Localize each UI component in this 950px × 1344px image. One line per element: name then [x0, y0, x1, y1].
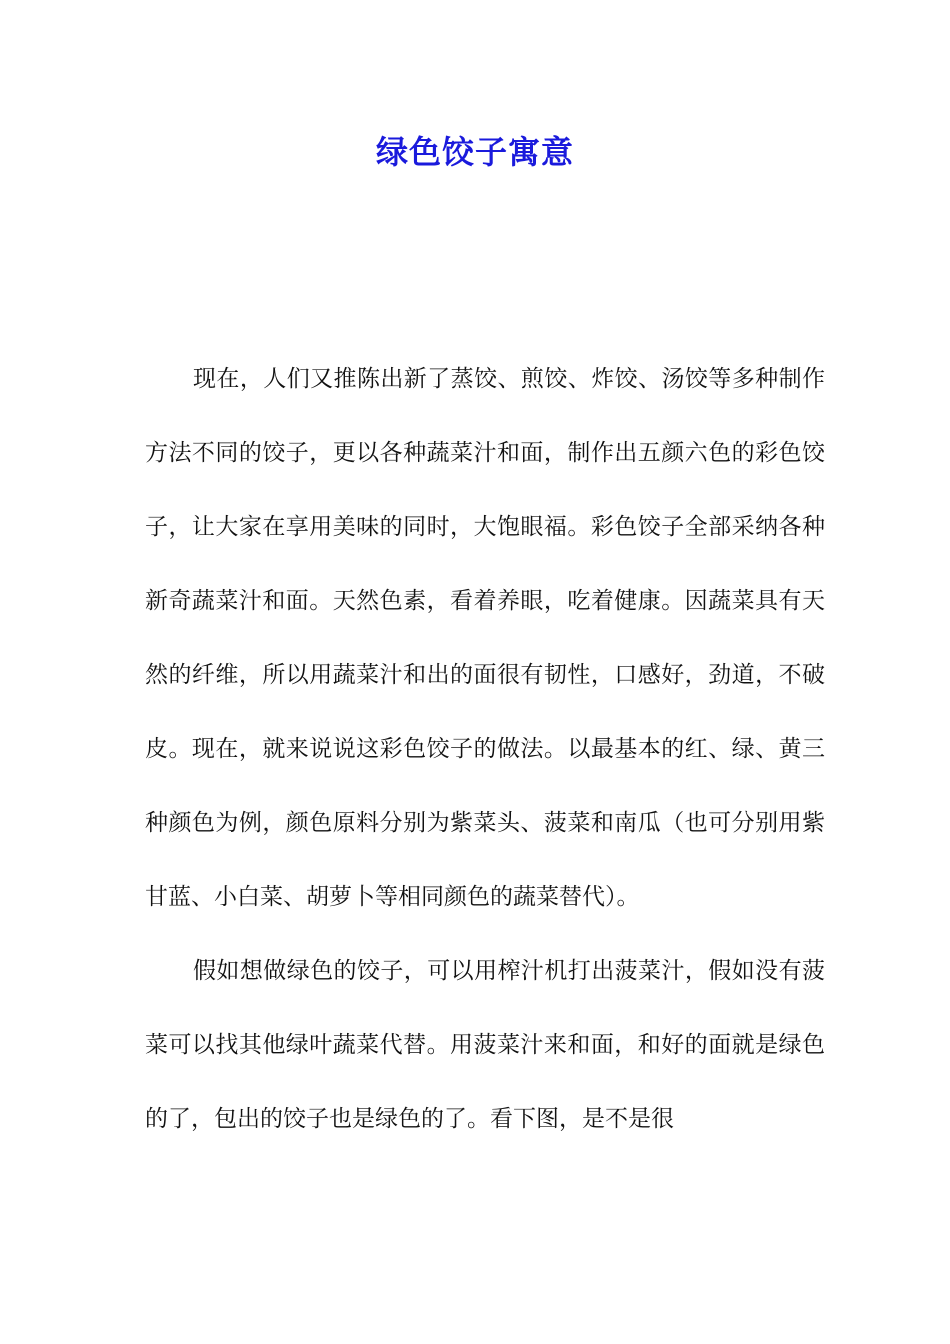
document-body — [145, 342, 825, 1156]
paragraph-1: 现在，人们又推陈出新了蒸饺、煎饺、炸饺、汤饺等多种制作方法不同的饺子，更以各种蔬菜汁和面，制作出五颜六色的彩色饺子，让大家在享用美味的同时，大饱眼福。彩色饺子全部采纳各种新奇蔬菜汁和面。天然色素，看着养眼，吃着健康。因蔬菜具有天然的纤维，所以用蔬菜汁和出的面很有韧性，口感好，劲道，不破皮。现在，就来说说这彩色饺子的做法。以最基本的红、绿、黄三种颜色为例，颜色原料分别为紫菜头、菠菜和南瓜（也可分别用紫甘蓝、小白菜、胡萝卜等相同颜色的蔬菜替代）。 — [145, 366, 825, 910]
document-title: 绿色饺子寓意 — [375, 133, 574, 171]
paragraph-2: 假如想做绿色的饺子，可以用榨汁机打出菠菜汁，假如没有菠菜可以找其他绿叶蔬菜代替。用菠菜汁来和面，和好的面就是绿色的了，包出的饺子也是绿色的了。看下图，是不是很 — [145, 958, 825, 1132]
